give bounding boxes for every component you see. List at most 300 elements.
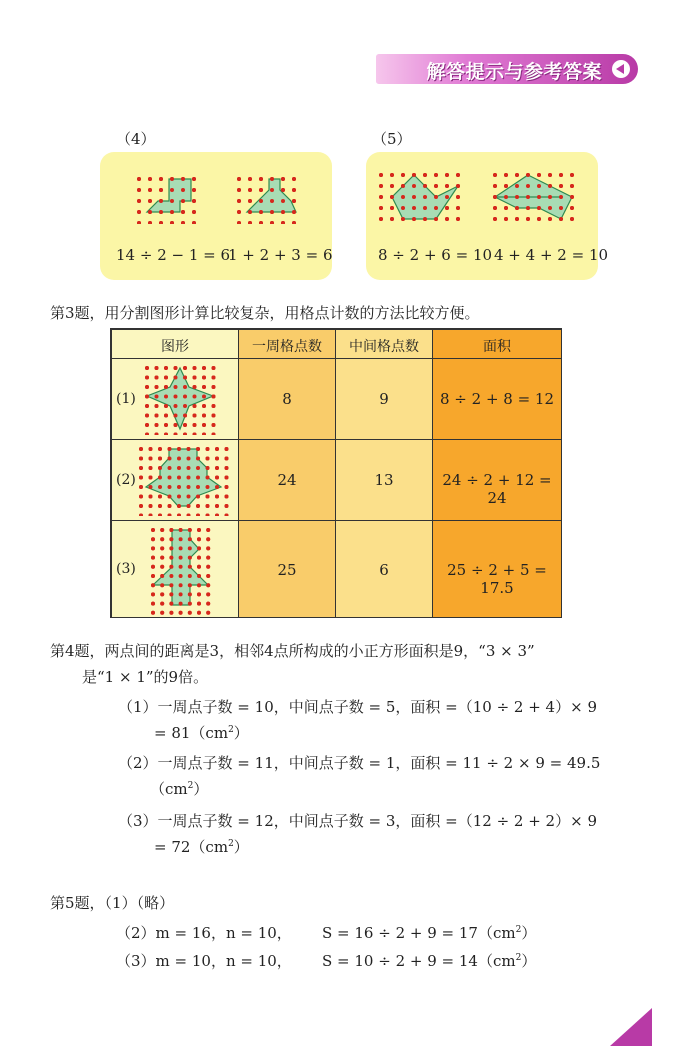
lattice-dot: [237, 221, 241, 224]
lattice-dot: [212, 414, 216, 418]
lattice-dot: [192, 177, 196, 181]
lattice-dot: [248, 210, 252, 214]
lattice-dot: [401, 173, 405, 177]
lattice-dot: [537, 184, 541, 188]
lattice-dot: [237, 199, 241, 203]
lattice-dot: [526, 173, 530, 177]
lattice-dot: [206, 546, 210, 550]
part-4-dot-figure-b: [234, 174, 302, 224]
lattice-dot: [225, 504, 229, 508]
lattice-dot: [206, 556, 210, 560]
lattice-dot: [215, 504, 219, 508]
lattice-dot: [196, 447, 200, 451]
lattice-dot: [196, 485, 200, 489]
lattice-dot: [177, 504, 181, 508]
lattice-dot: [168, 457, 172, 461]
lattice-dot: [174, 404, 178, 408]
lattice-dot: [423, 206, 427, 210]
lattice-dot: [169, 583, 173, 587]
lattice-dot: [139, 447, 143, 451]
lattice-dot: [187, 514, 191, 517]
lattice-dot: [504, 206, 508, 210]
lattice-dot: [169, 574, 173, 578]
lattice-dot: [206, 457, 210, 461]
lattice-dot: [177, 466, 181, 470]
lattice-dot: [401, 217, 405, 221]
lattice-dot: [158, 447, 162, 451]
lattice-dot: [149, 447, 153, 451]
grid-point-table: [110, 328, 562, 618]
lattice-dot: [270, 177, 274, 181]
table-row-3-area: 25 ÷ 2 + 5 = 17.5: [432, 520, 562, 618]
lattice-dot: [526, 184, 530, 188]
lattice-dot: [379, 184, 383, 188]
table-row-3-perimeter: 25: [238, 520, 336, 618]
q4-part-1-line-1: （1）一周点子数 = 10，中间点子数 = 5，面积 =（10 ÷ 2 + 4）× 9: [118, 698, 597, 716]
lattice-dot: [188, 583, 192, 587]
lattice-dot: [164, 433, 168, 436]
lattice-dot: [212, 404, 216, 408]
lattice-dot: [423, 184, 427, 188]
lattice-dot: [412, 173, 416, 177]
lattice-dot: [390, 217, 394, 221]
lattice-dot: [179, 592, 183, 596]
lattice-dot: [206, 528, 210, 532]
lattice-dot: [212, 395, 216, 399]
lattice-dot: [196, 495, 200, 499]
lattice-dot: [248, 221, 252, 224]
lattice-dot: [493, 217, 497, 221]
lattice-dot: [379, 173, 383, 177]
lattice-dot: [160, 592, 164, 596]
lattice-dot: [177, 457, 181, 461]
lattice-dot: [148, 221, 152, 224]
lattice-dot: [145, 423, 149, 427]
lattice-dot: [225, 457, 229, 461]
lattice-dot: [206, 514, 210, 517]
lattice-dot: [202, 433, 206, 436]
lattice-dot: [537, 173, 541, 177]
lattice-dot: [192, 221, 196, 224]
lattice-dot: [151, 592, 155, 596]
lattice-dot: [270, 188, 274, 192]
lattice-dot: [183, 395, 187, 399]
lattice-dot: [188, 611, 192, 615]
lattice-dot: [164, 404, 168, 408]
table-row-1-shape: (1): [111, 358, 239, 440]
lattice-dot: [149, 457, 153, 461]
lattice-dot: [169, 602, 173, 606]
lattice-dot: [160, 602, 164, 606]
lattice-dot: [169, 611, 173, 615]
lattice-dot: [193, 433, 197, 436]
lattice-dot: [445, 217, 449, 221]
lattice-dot: [196, 466, 200, 470]
lattice-dot: [160, 611, 164, 615]
table-header-perimeter-points: 一周格点数: [238, 329, 336, 359]
lattice-dot: [212, 423, 216, 427]
formula-5a: 8 ÷ 2 + 6 = 10: [378, 246, 493, 264]
lattice-dot: [206, 574, 210, 578]
part-5-box: [366, 152, 609, 280]
lattice-dot: [281, 199, 285, 203]
lattice-dot: [160, 546, 164, 550]
lattice-dot: [155, 385, 159, 389]
lattice-dot: [149, 466, 153, 470]
lattice-dot: [179, 611, 183, 615]
lattice-dot: [212, 385, 216, 389]
lattice-dot: [151, 602, 155, 606]
lattice-dot: [526, 195, 530, 199]
lattice-dot: [155, 423, 159, 427]
lattice-dot: [187, 495, 191, 499]
lattice-dot: [559, 217, 563, 221]
lattice-dot: [187, 476, 191, 480]
lattice-dot: [170, 177, 174, 181]
lattice-dot: [151, 611, 155, 615]
lattice-dot: [145, 395, 149, 399]
lattice-dot: [202, 366, 206, 370]
lattice-dot: [137, 188, 141, 192]
lattice-dot: [292, 177, 296, 181]
lattice-dot: [504, 217, 508, 221]
lattice-dot: [281, 177, 285, 181]
lattice-dot: [174, 423, 178, 427]
lattice-dot: [212, 433, 216, 436]
part-5-dot-figure-b: [490, 170, 590, 228]
lattice-dot: [537, 206, 541, 210]
lattice-dot: [445, 184, 449, 188]
lattice-dot: [169, 592, 173, 596]
lattice-dot: [434, 173, 438, 177]
lattice-dot: [197, 583, 201, 587]
lattice-dot: [570, 173, 574, 177]
lattice-dot: [445, 195, 449, 199]
lattice-dot: [215, 466, 219, 470]
lattice-dot: [177, 485, 181, 489]
lattice-dot: [159, 221, 163, 224]
lattice-dot: [423, 173, 427, 177]
lattice-dot: [456, 195, 460, 199]
lattice-dot: [160, 565, 164, 569]
lattice-dot: [434, 217, 438, 221]
lattice-dot: [164, 366, 168, 370]
lattice-dot: [177, 447, 181, 451]
table-row-3-interior: 6: [335, 520, 433, 618]
lattice-dot: [188, 592, 192, 596]
lattice-dot: [196, 514, 200, 517]
lattice-dot: [515, 206, 519, 210]
lattice-dot: [259, 210, 263, 214]
lattice-dot: [160, 556, 164, 560]
lattice-dot: [559, 206, 563, 210]
lattice-dot: [401, 195, 405, 199]
lattice-dot: [164, 423, 168, 427]
lattice-dot: [183, 385, 187, 389]
row-3-dot-figure: [148, 525, 218, 615]
lattice-dot: [148, 199, 152, 203]
lattice-dot: [445, 173, 449, 177]
lattice-dot: [145, 366, 149, 370]
lattice-dot: [159, 188, 163, 192]
lattice-dot: [188, 574, 192, 578]
lattice-dot: [259, 177, 263, 181]
lattice-dot: [181, 188, 185, 192]
lattice-dot: [168, 514, 172, 517]
left-arrow-icon: [612, 60, 630, 78]
lattice-dot: [412, 195, 416, 199]
lattice-dot: [139, 466, 143, 470]
lattice-dot: [196, 476, 200, 480]
lattice-dot: [159, 210, 163, 214]
lattice-dot: [537, 195, 541, 199]
lattice-dot: [151, 583, 155, 587]
lattice-dot: [559, 173, 563, 177]
lattice-dot: [179, 565, 183, 569]
table-row-1-area: 8 ÷ 2 + 8 = 12: [432, 358, 562, 440]
lattice-dot: [181, 221, 185, 224]
lattice-dot: [515, 184, 519, 188]
part-4-label: （4）: [116, 130, 156, 148]
lattice-dot: [537, 217, 541, 221]
lattice-dot: [193, 414, 197, 418]
lattice-dot: [137, 210, 141, 214]
lattice-dot: [206, 504, 210, 508]
lattice-dot: [215, 485, 219, 489]
lattice-dot: [177, 495, 181, 499]
lattice-dot: [151, 574, 155, 578]
lattice-dot: [504, 195, 508, 199]
table-header-interior-points: 中间格点数: [335, 329, 433, 359]
lattice-dot: [559, 195, 563, 199]
lattice-dot: [197, 565, 201, 569]
table-header-shape: 图形: [111, 329, 239, 359]
lattice-dot: [168, 466, 172, 470]
lattice-dot: [139, 476, 143, 480]
lattice-dot: [202, 376, 206, 380]
lattice-dot: [202, 404, 206, 408]
lattice-dot: [270, 210, 274, 214]
q3-intro: 第3题，用分割图形计算比较复杂，用格点计数的方法比较方便。: [50, 304, 480, 322]
lattice-dot: [248, 188, 252, 192]
q4-line-2: 是“1 × 1”的9倍。: [82, 668, 209, 686]
lattice-dot: [155, 414, 159, 418]
lattice-dot: [212, 366, 216, 370]
q4-part-1-line-2: = $81(cm^2)$: [154, 724, 249, 742]
lattice-dot: [493, 195, 497, 199]
lattice-dot: [493, 173, 497, 177]
lattice-dot: [169, 565, 173, 569]
lattice-dot: [183, 404, 187, 408]
table-row-2-area: 24 ÷ 2 + 12 = 24: [432, 439, 562, 521]
lattice-dot: [159, 199, 163, 203]
lattice-dot: [193, 385, 197, 389]
lattice-dot: [215, 514, 219, 517]
lattice-dot: [390, 206, 394, 210]
lattice-dot: [187, 447, 191, 451]
lattice-dot: [151, 528, 155, 532]
lattice-dot: [197, 556, 201, 560]
lattice-dot: [206, 447, 210, 451]
lattice-dot: [197, 537, 201, 541]
lattice-dot: [158, 457, 162, 461]
lattice-dot: [270, 199, 274, 203]
lattice-dot: [170, 221, 174, 224]
lattice-dot: [570, 206, 574, 210]
header-title: 解答提示与参考答案: [426, 61, 602, 83]
lattice-dot: [196, 504, 200, 508]
lattice-dot: [401, 184, 405, 188]
q4-part-2-line-1: （2）一周点子数 = 11，中间点子数 = 1，面积 = 11 ÷ 2 × 9 = 49.5: [118, 754, 601, 772]
lattice-dot: [526, 206, 530, 210]
q4-line-1: 第4题，两点间的距离是3，相邻4点所构成的小正方形面积是9，“3 × 3”: [50, 642, 535, 660]
q4-part-3-line-2: = $72(cm^2)$: [154, 838, 249, 856]
lattice-dot: [164, 385, 168, 389]
lattice-dot: [158, 514, 162, 517]
table-row-1-perimeter: 8: [238, 358, 336, 440]
lattice-dot: [379, 206, 383, 210]
lattice-dot: [158, 495, 162, 499]
table-row-2-interior: 13: [335, 439, 433, 521]
lattice-dot: [158, 504, 162, 508]
lattice-dot: [158, 466, 162, 470]
lattice-dot: [139, 504, 143, 508]
lattice-dot: [390, 184, 394, 188]
lattice-dot: [174, 433, 178, 436]
lattice-dot: [188, 546, 192, 550]
lattice-dot: [188, 602, 192, 606]
q5-part-2-area: $S = 16 \div 2 + 9 = 17(cm^2)$: [322, 924, 537, 942]
lattice-dot: [456, 217, 460, 221]
lattice-dot: [174, 385, 178, 389]
q5-part-3-vars: （3）m = 10，n = 10，: [116, 952, 292, 970]
lattice-dot: [570, 184, 574, 188]
formula-4b: 1 + 2 + 3 = 6: [228, 246, 333, 264]
lattice-dot: [434, 206, 438, 210]
lattice-dot: [206, 602, 210, 606]
lattice-dot: [168, 476, 172, 480]
lattice-dot: [197, 574, 201, 578]
lattice-dot: [559, 184, 563, 188]
q5-part-2-vars: （2）m = 16，n = 10，: [116, 924, 292, 942]
lattice-dot: [193, 423, 197, 427]
lattice-dot: [212, 376, 216, 380]
lattice-dot: [390, 173, 394, 177]
lattice-dot: [174, 366, 178, 370]
lattice-dot: [158, 485, 162, 489]
lattice-dot: [159, 177, 163, 181]
lattice-dot: [456, 184, 460, 188]
lattice-dot: [179, 537, 183, 541]
lattice-dot: [206, 466, 210, 470]
lattice-dot: [215, 457, 219, 461]
lattice-dot: [169, 556, 173, 560]
lattice-dot: [149, 485, 153, 489]
lattice-dot: [515, 217, 519, 221]
lattice-dot: [225, 447, 229, 451]
lattice-dot: [179, 546, 183, 550]
lattice-dot: [149, 504, 153, 508]
lattice-dot: [504, 184, 508, 188]
lattice-dot: [149, 495, 153, 499]
lattice-dot: [160, 583, 164, 587]
lattice-dot: [401, 206, 405, 210]
lattice-dot: [206, 476, 210, 480]
lattice-dot: [197, 611, 201, 615]
lattice-dot: [423, 195, 427, 199]
lattice-dot: [155, 395, 159, 399]
table-header-area: 面积: [432, 329, 562, 359]
lattice-dot: [148, 210, 152, 214]
lattice-dot: [192, 210, 196, 214]
lattice-dot: [206, 565, 210, 569]
q5-part-3-area: $S = 10 \div 2 + 9 = 14(cm^2)$: [322, 952, 537, 970]
lattice-dot: [179, 528, 183, 532]
lattice-dot: [292, 221, 296, 224]
lattice-dot: [145, 385, 149, 389]
lattice-dot: [179, 556, 183, 560]
lattice-dot: [197, 546, 201, 550]
lattice-dot: [548, 217, 552, 221]
lattice-dot: [259, 199, 263, 203]
lattice-dot: [504, 173, 508, 177]
lattice-dot: [164, 376, 168, 380]
lattice-dot: [292, 199, 296, 203]
lattice-dot: [170, 188, 174, 192]
lattice-dot: [259, 188, 263, 192]
lattice-dot: [137, 177, 141, 181]
lattice-dot: [188, 565, 192, 569]
lattice-dot: [548, 206, 552, 210]
lattice-dot: [188, 528, 192, 532]
lattice-dot: [192, 199, 196, 203]
lattice-dot: [202, 423, 206, 427]
lattice-dot: [179, 583, 183, 587]
lattice-dot: [168, 447, 172, 451]
lattice-dot: [179, 574, 183, 578]
part-5-dot-figure-a: [376, 170, 476, 228]
q4-part-3-line-1: （3）一周点子数 = 12，中间点子数 = 3，面积 =（12 ÷ 2 + 2）× 9: [118, 812, 597, 830]
lattice-dot: [169, 546, 173, 550]
lattice-dot: [139, 514, 143, 517]
lattice-dot: [445, 206, 449, 210]
row-2-dot-figure: [136, 444, 232, 516]
lattice-dot: [183, 376, 187, 380]
lattice-dot: [170, 199, 174, 203]
lattice-dot: [151, 556, 155, 560]
lattice-dot: [456, 206, 460, 210]
lattice-dot: [259, 221, 263, 224]
lattice-dot: [379, 217, 383, 221]
lattice-dot: [168, 495, 172, 499]
lattice-dot: [158, 476, 162, 480]
lattice-dot: [149, 514, 153, 517]
lattice-dot: [206, 592, 210, 596]
lattice-dot: [155, 433, 159, 436]
lattice-dot: [292, 188, 296, 192]
lattice-dot: [151, 537, 155, 541]
lattice-dot: [202, 414, 206, 418]
lattice-dot: [206, 537, 210, 541]
lattice-dot: [137, 199, 141, 203]
lattice-dot: [139, 485, 143, 489]
lattice-dot: [145, 404, 149, 408]
lattice-dot: [515, 173, 519, 177]
table-row-3-shape: (3): [111, 520, 239, 618]
lattice-dot: [225, 485, 229, 489]
formula-5b: 4 + 4 + 2 = 10: [494, 246, 609, 264]
lattice-dot: [187, 504, 191, 508]
